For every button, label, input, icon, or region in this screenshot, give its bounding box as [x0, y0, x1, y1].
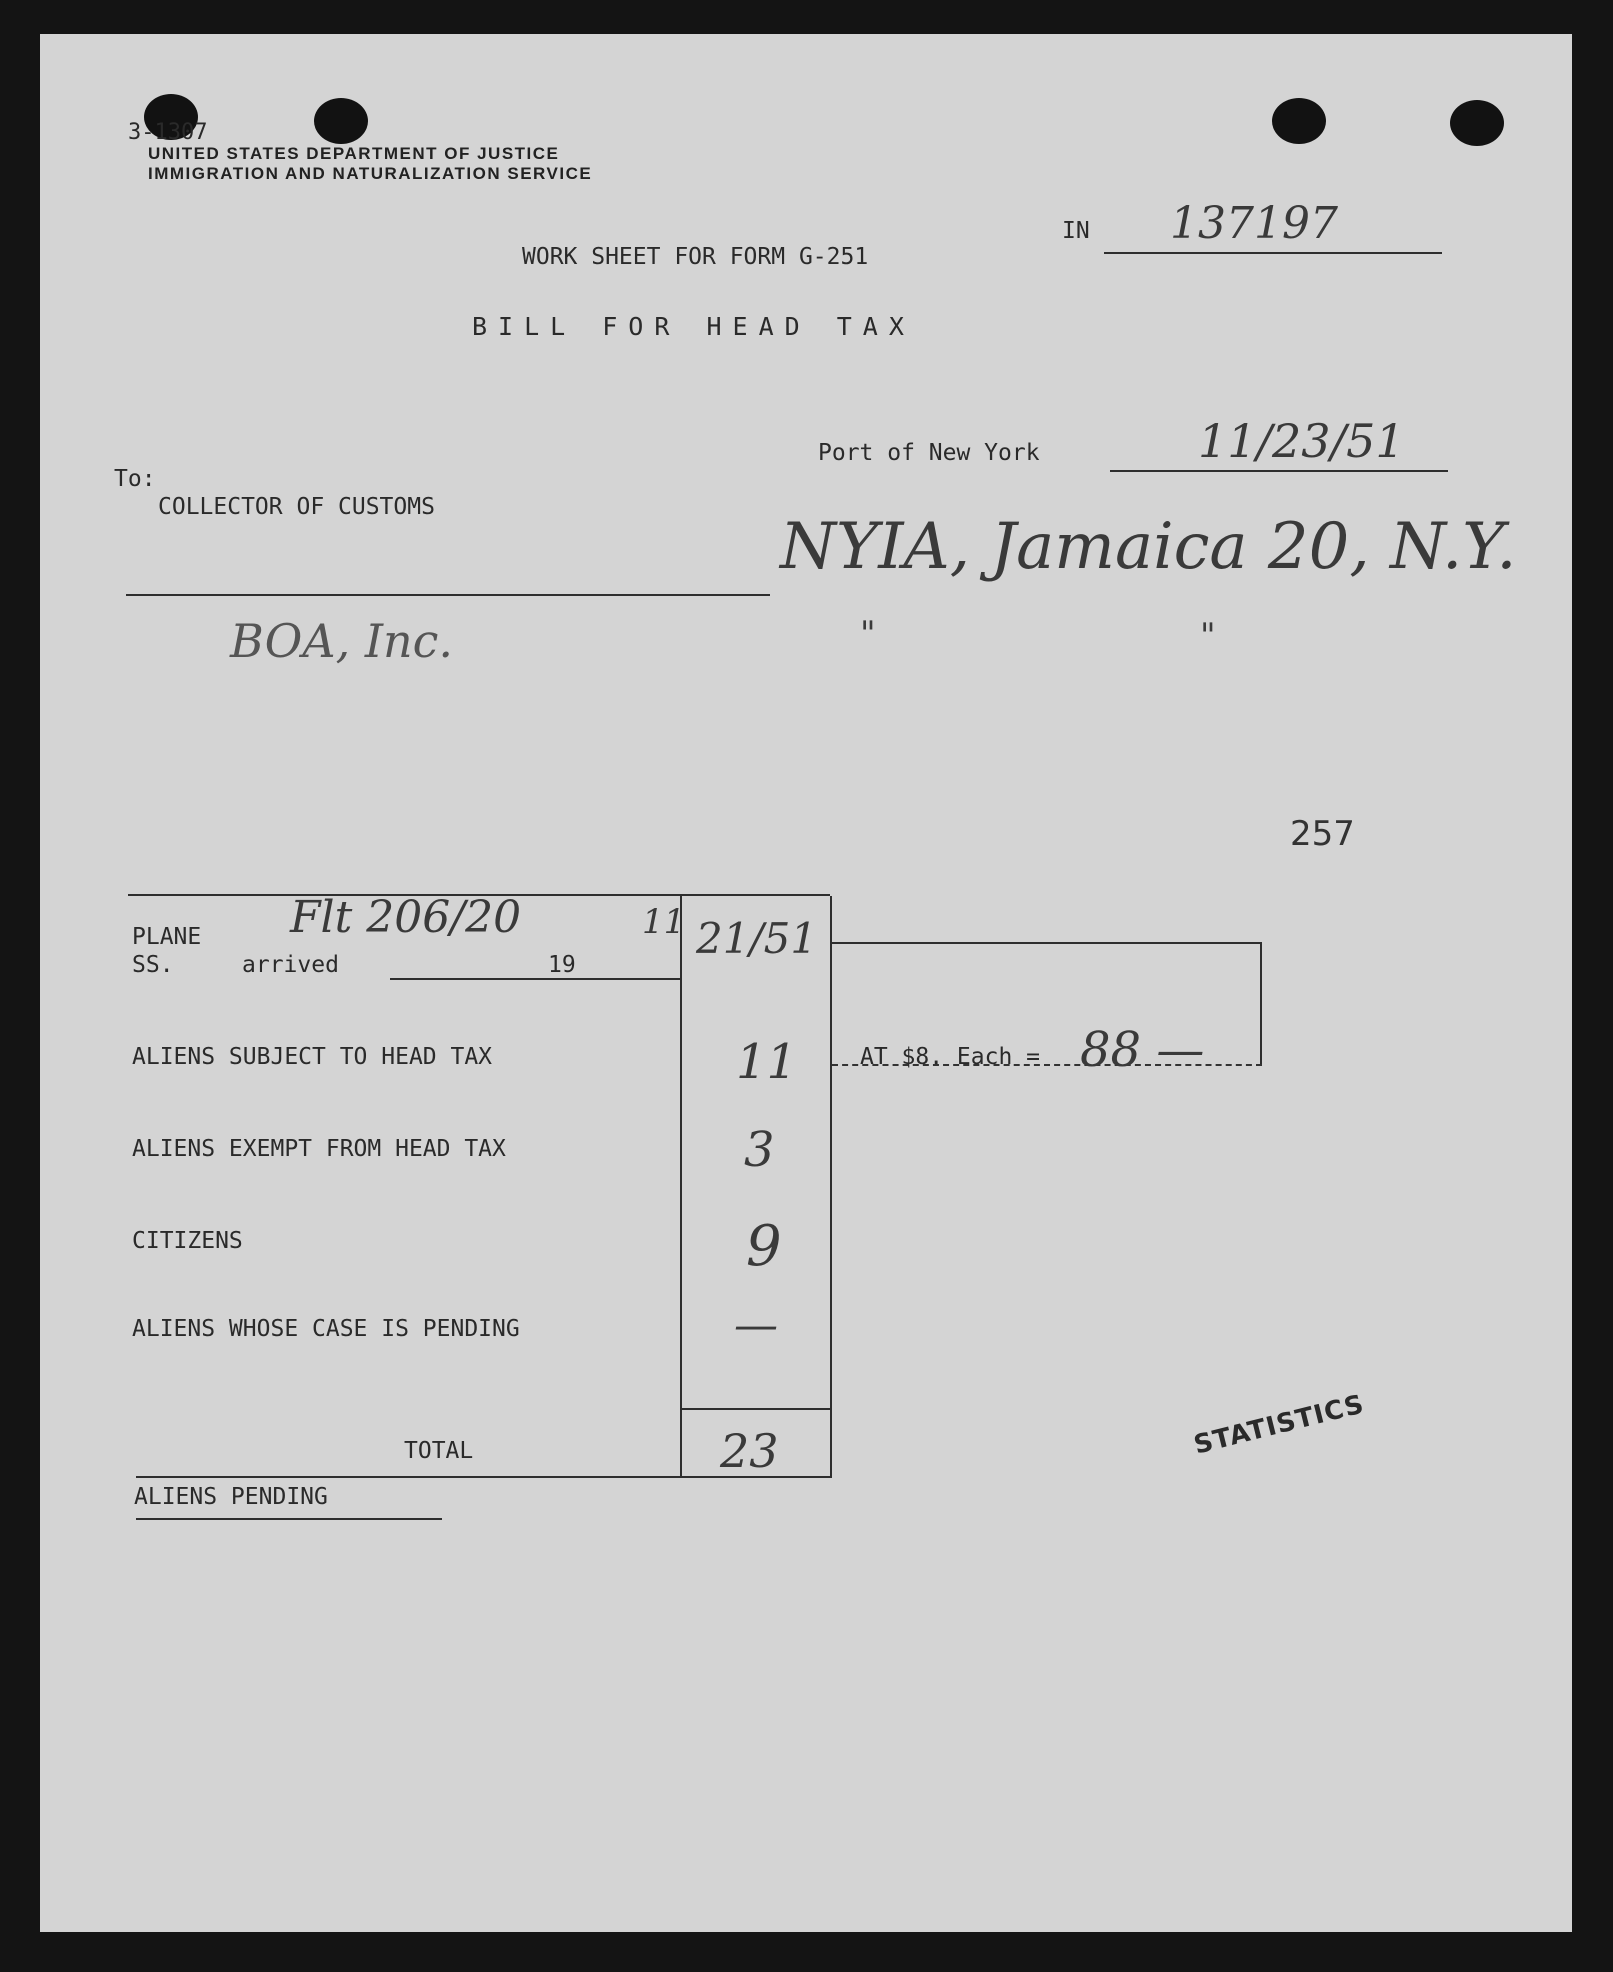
port-label: Port of New York [818, 440, 1040, 466]
punch-hole [1450, 100, 1504, 146]
arrived-underline [390, 978, 680, 980]
aliens-pending-label: ALIENS PENDING [134, 1484, 328, 1510]
row-value-citizens: 9 [746, 1214, 782, 1279]
in-label: IN [1062, 218, 1090, 244]
plane-label: PLANE [132, 924, 202, 950]
rate-label: AT $8. Each = [860, 1044, 1041, 1070]
total-separator [682, 1408, 832, 1410]
port-date: 11/23/51 [1198, 414, 1405, 468]
row-value-exempt: 3 [744, 1122, 775, 1178]
form-title: WORK SHEET FOR FORM G-251 [522, 244, 869, 270]
row-label-pending: ALIENS WHOSE CASE IS PENDING [132, 1316, 520, 1342]
row-label-citizens: CITIZENS [132, 1228, 243, 1254]
addressee: COLLECTOR OF CUSTOMS [158, 494, 435, 520]
ditto-mark-1: " [860, 614, 876, 654]
rate-box-right [1260, 942, 1262, 1064]
in-underline [1104, 252, 1442, 254]
total-label: TOTAL [404, 1438, 474, 1464]
page-number: 257 [1290, 814, 1355, 854]
table-divider-right [830, 896, 832, 1478]
to-label: To: [114, 466, 156, 492]
arrival-month: 11 [642, 902, 686, 942]
table-divider-left [680, 896, 682, 1478]
punch-hole [314, 98, 368, 144]
statistics-stamp: STATISTICS [1190, 1389, 1368, 1461]
ditto-mark-2: " [1200, 616, 1216, 656]
total-value: 23 [720, 1424, 779, 1478]
agency-line-2: IMMIGRATION AND NATURALIZATION SERVICE [148, 164, 593, 183]
date-underline [1110, 470, 1448, 472]
company-handwritten: BOA, Inc. [230, 614, 454, 668]
addressee-underline [126, 594, 770, 596]
form-subtitle: BILL FOR HEAD TAX [472, 312, 915, 341]
form-number: 3-1307 [128, 120, 208, 145]
rate-amount: 88 — [1080, 1022, 1205, 1078]
row-value-subject: 11 [736, 1034, 798, 1090]
flight-number: Flt 206/20 [290, 892, 522, 943]
aliens-pending-underline [136, 1518, 442, 1520]
rate-box-top [832, 942, 1262, 944]
agency-line-1: UNITED STATES DEPARTMENT OF JUSTICE [148, 144, 560, 163]
in-number: 137197 [1170, 198, 1338, 249]
row-label-exempt: ALIENS EXEMPT FROM HEAD TAX [132, 1136, 506, 1162]
punch-hole [1272, 98, 1326, 144]
ss-label: SS. [132, 952, 174, 978]
arrival-date: 21/51 [696, 914, 818, 963]
year-prefix: 19 [548, 952, 576, 978]
location-handwritten: NYIA, Jamaica 20, N.Y. [780, 510, 1517, 584]
arrived-label: arrived [242, 952, 339, 978]
row-label-subject: ALIENS SUBJECT TO HEAD TAX [132, 1044, 493, 1070]
row-value-pending: — [734, 1300, 778, 1351]
document-page [40, 34, 1572, 1932]
